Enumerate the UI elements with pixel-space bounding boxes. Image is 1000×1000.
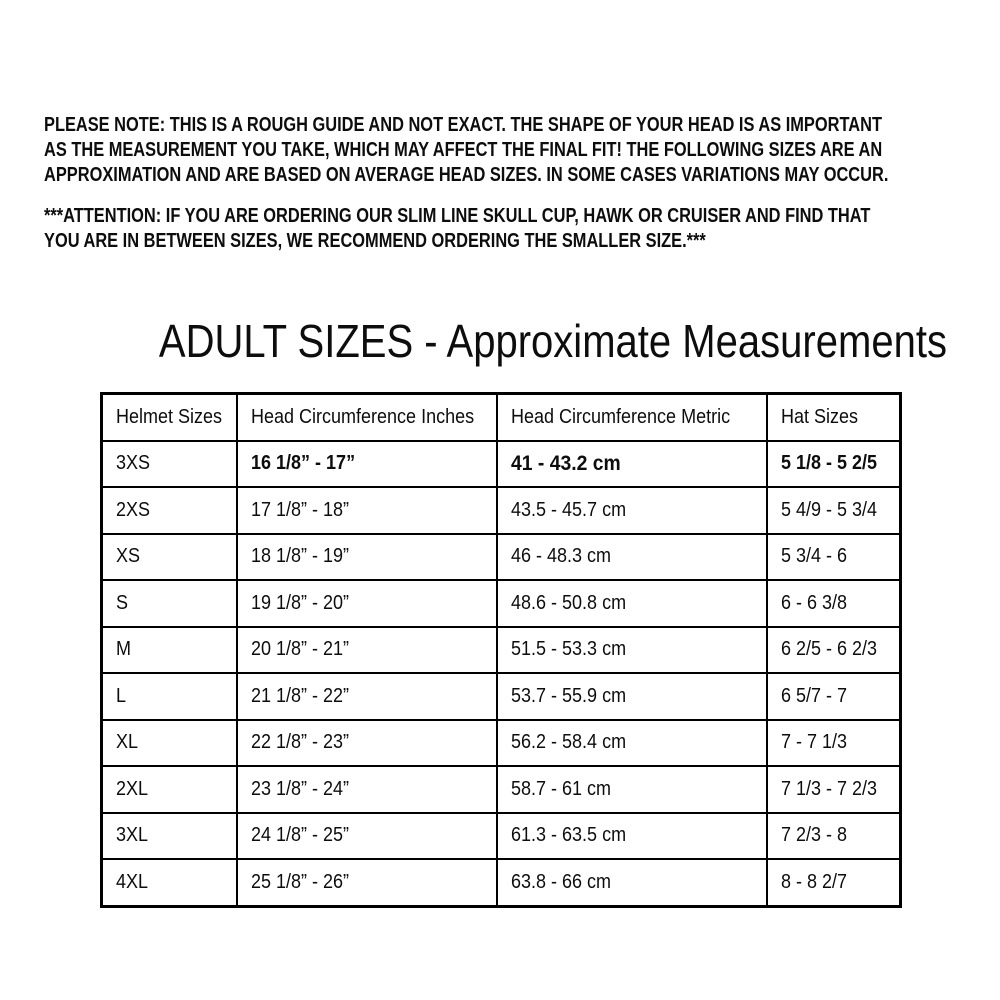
cell-text: 6 - 6 3/8 [780, 591, 847, 614]
cell-text: 58.7 - 61 cm [510, 777, 611, 800]
note-paragraph [44, 112, 1000, 187]
cell-inches [237, 673, 497, 720]
table-row [102, 813, 901, 860]
table-row [102, 534, 901, 581]
header-text: Hat Sizes [780, 405, 858, 428]
table-header-row [102, 394, 901, 441]
cell-hat-size [767, 487, 901, 534]
cell-text: 41 - 43.2 cm [510, 451, 621, 476]
header-cell-circumference-metric [497, 394, 767, 441]
cell-helmet-size [102, 859, 237, 906]
cell-metric [497, 487, 767, 534]
cell-hat-size [767, 859, 901, 906]
cell-inches [237, 534, 497, 581]
cell-helmet-size [102, 673, 237, 720]
cell-metric [497, 720, 767, 767]
cell-helmet-size [102, 487, 237, 534]
cell-text: 5 3/4 - 6 [780, 545, 847, 568]
title-container [100, 314, 947, 368]
header-cell-helmet-sizes [102, 394, 237, 441]
cell-helmet-size [102, 441, 237, 488]
cell-text: 3XS [116, 452, 151, 475]
cell-text: 3XL [116, 824, 149, 847]
cell-helmet-size [102, 580, 237, 627]
cell-text: 25 1/8” - 26” [250, 870, 349, 893]
cell-text: 5 1/8 - 5 2/5 [780, 452, 877, 475]
cell-helmet-size [102, 720, 237, 767]
cell-hat-size [767, 766, 901, 813]
cell-text: L [116, 684, 127, 707]
cell-inches [237, 627, 497, 674]
cell-text: 6 2/5 - 6 2/3 [780, 638, 877, 661]
cell-text: 20 1/8” - 21” [250, 638, 349, 661]
cell-text: 43.5 - 45.7 cm [510, 498, 626, 521]
cell-text: XL [116, 731, 139, 754]
table-row [102, 720, 901, 767]
cell-hat-size [767, 673, 901, 720]
cell-text: 6 5/7 - 7 [780, 684, 847, 707]
cell-text: S [116, 591, 129, 614]
cell-helmet-size [102, 627, 237, 674]
table-row [102, 766, 901, 813]
cell-text: 61.3 - 63.5 cm [510, 824, 626, 847]
cell-hat-size [767, 534, 901, 581]
cell-helmet-size [102, 534, 237, 581]
cell-metric [497, 441, 767, 488]
cell-text: 5 4/9 - 5 3/4 [780, 498, 877, 521]
table-row [102, 627, 901, 674]
cell-text: 53.7 - 55.9 cm [510, 684, 626, 707]
page-title: ADULT SIZES - Approximate Measurements [158, 315, 947, 367]
adult-sizes-table [100, 392, 902, 908]
header-cell-circumference-inches [237, 394, 497, 441]
cell-text: 63.8 - 66 cm [510, 870, 611, 893]
attention-line: ***ATTENTION: IF YOU ARE ORDERING OUR SLIM LINE SKULL CUP, HAWK OR CRUISER AND FIND THAT [44, 204, 871, 227]
cell-metric [497, 813, 767, 860]
cell-metric [497, 673, 767, 720]
attention-paragraph [44, 203, 1000, 253]
cell-helmet-size [102, 813, 237, 860]
header-cell-hat-sizes [767, 394, 901, 441]
cell-text: 51.5 - 53.3 cm [510, 638, 626, 661]
table-row [102, 580, 901, 627]
cell-inches [237, 766, 497, 813]
cell-text: 19 1/8” - 20” [250, 591, 349, 614]
cell-text: 56.2 - 58.4 cm [510, 731, 626, 754]
cell-metric [497, 859, 767, 906]
cell-text: 48.6 - 50.8 cm [510, 591, 626, 614]
cell-text: 46 - 48.3 cm [510, 545, 611, 568]
cell-text: 2XS [116, 498, 151, 521]
cell-inches [237, 859, 497, 906]
cell-inches [237, 580, 497, 627]
cell-hat-size [767, 813, 901, 860]
cell-metric [497, 627, 767, 674]
note-line: PLEASE NOTE: THIS IS A ROUGH GUIDE AND NOT EXACT. THE SHAPE OF YOUR HEAD IS AS IMPORTANT [44, 113, 882, 136]
header-text: Head Circumference Metric [510, 405, 730, 428]
notes-section [44, 112, 1000, 269]
cell-inches [237, 720, 497, 767]
cell-inches [237, 487, 497, 534]
cell-inches [237, 813, 497, 860]
table-row [102, 487, 901, 534]
cell-text: 21 1/8” - 22” [250, 684, 349, 707]
cell-text: 7 2/3 - 8 [780, 824, 847, 847]
note-line: APPROXIMATION AND ARE BASED ON AVERAGE HEAD SIZES. IN SOME CASES VARIATIONS MAY OCCUR. [44, 163, 889, 186]
cell-hat-size [767, 441, 901, 488]
cell-hat-size [767, 720, 901, 767]
table-row [102, 859, 901, 906]
cell-text: 24 1/8” - 25” [250, 824, 349, 847]
cell-text: 22 1/8” - 23” [250, 731, 349, 754]
cell-metric [497, 580, 767, 627]
cell-hat-size [767, 580, 901, 627]
header-text: Helmet Sizes [116, 405, 223, 428]
cell-text: 23 1/8” - 24” [250, 777, 349, 800]
cell-inches [237, 441, 497, 488]
cell-text: 17 1/8” - 18” [250, 498, 349, 521]
header-text: Head Circumference Inches [250, 405, 474, 428]
cell-text: 16 1/8” - 17” [250, 452, 355, 475]
table-row [102, 673, 901, 720]
cell-text: 7 - 7 1/3 [780, 731, 847, 754]
cell-text: M [116, 638, 132, 661]
cell-helmet-size [102, 766, 237, 813]
note-line: AS THE MEASUREMENT YOU TAKE, WHICH MAY AFFECT THE FINAL FIT! THE FOLLOWING SIZES ARE AN [44, 138, 883, 161]
cell-text: 7 1/3 - 7 2/3 [780, 777, 877, 800]
cell-text: 18 1/8” - 19” [250, 545, 349, 568]
cell-text: 4XL [116, 870, 149, 893]
cell-text: 8 - 8 2/7 [780, 870, 847, 893]
attention-line: YOU ARE IN BETWEEN SIZES, WE RECOMMEND ORDERING THE SMALLER SIZE.*** [44, 229, 706, 252]
cell-text: 2XL [116, 777, 149, 800]
cell-text: XS [116, 545, 141, 568]
cell-metric [497, 766, 767, 813]
table-row [102, 441, 901, 488]
cell-hat-size [767, 627, 901, 674]
cell-metric [497, 534, 767, 581]
